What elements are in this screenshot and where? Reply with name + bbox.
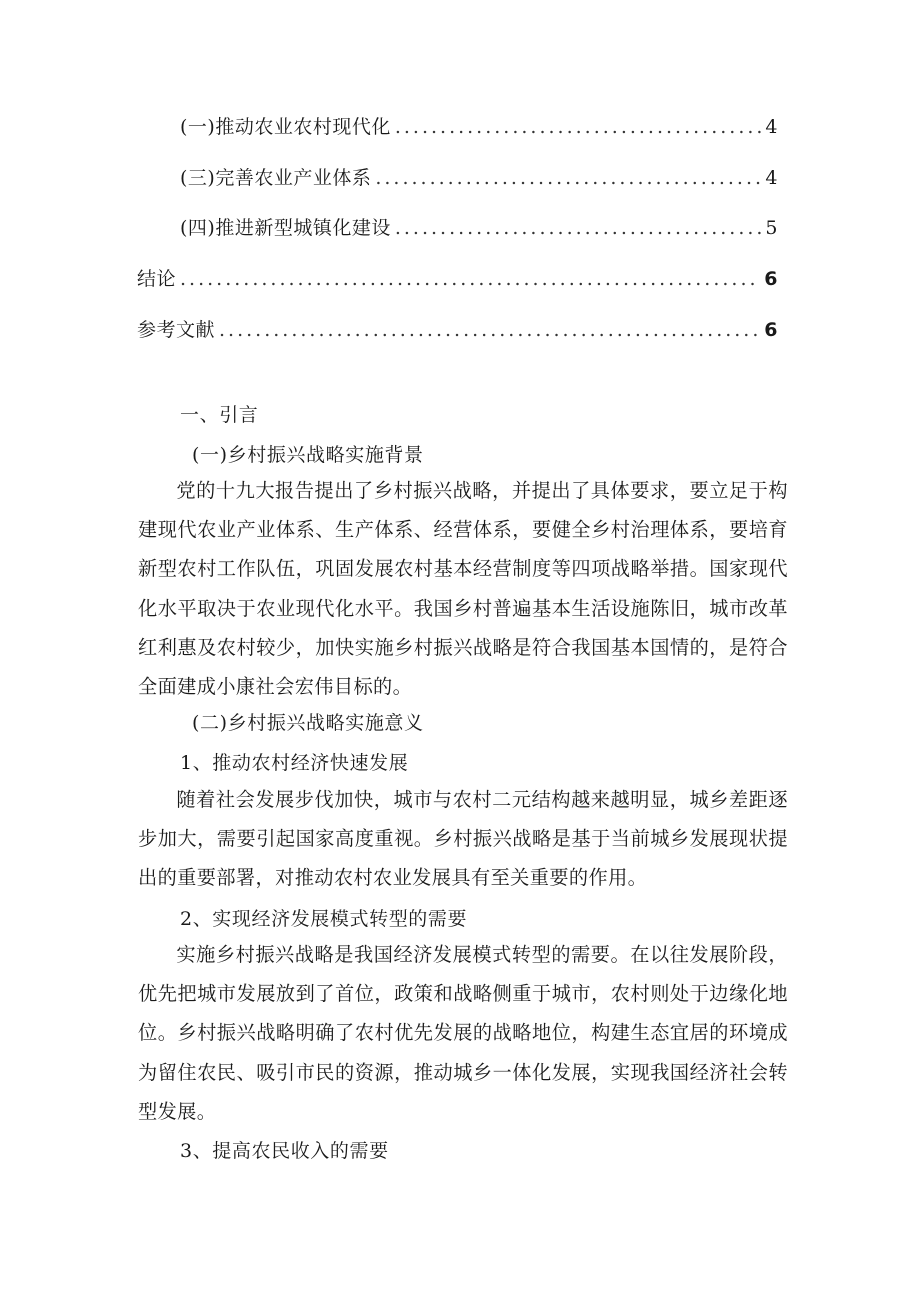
paragraph-text: 党的十九大报告提出了乡村振兴战略，并提出了具体要求，要立足于构建现代农业产业体系、生产体系、经营体系，要健全乡村治理体系，要培育新型农村工作队伍，巩固发展农村基本经营制度等四项战略举措。国家现代化水平取决于农业现代化水平。我国乡村普遍基本生活设施陈旧，城市改革红利惠及农村较少，加快实施乡村振兴战略是符合我国基本国情的，是符合全面建成小康社会宏伟目标的。 xyxy=(138,479,788,699)
body-paragraph xyxy=(138,935,788,1131)
toc-page-number: 4 xyxy=(765,167,778,189)
body-paragraph xyxy=(138,471,788,706)
item-heading: 1、推动农村经济快速发展 xyxy=(180,752,409,774)
toc-page-number: 6 xyxy=(764,268,778,290)
toc-leader-dots xyxy=(219,319,760,341)
body-paragraph xyxy=(138,780,788,898)
toc-leader-dots xyxy=(395,217,762,239)
item-heading: 2、实现经济发展模式转型的需要 xyxy=(180,908,468,930)
toc-entry-title: (一)推动农业农村现代化 xyxy=(180,116,391,138)
toc-entry[interactable] xyxy=(180,112,778,139)
toc-entry[interactable] xyxy=(137,315,778,342)
toc-page-number: 5 xyxy=(765,217,778,239)
toc-entry-title: (四)推进新型城镇化建设 xyxy=(180,217,391,239)
paragraph-text: 随着社会发展步伐加快，城市与农村二元结构越来越明显，城乡差距逐步加大，需要引起国家高度重视。乡村振兴战略是基于当前城乡发展现状提出的重要部署，对推动农村农业发展具有至关重要的作用。 xyxy=(138,788,788,890)
paragraph-text: 实施乡村振兴战略是我国经济发展模式转型的需要。在以往发展阶段，优先把城市发展放到了首位，政策和战略侧重于城市，农村则处于边缘化地位。乡村振兴战略明确了农村优先发展的战略地位，构建生态宜居的环境成为留住农民、吸引市民的资源，推动城乡一体化发展，实现我国经济社会转型发展。 xyxy=(138,943,788,1123)
toc-entry-title: 参考文献 xyxy=(137,319,216,341)
toc-leader-dots xyxy=(395,116,762,138)
toc-page-number: 4 xyxy=(765,116,778,138)
toc-entry-title: 结论 xyxy=(137,268,177,290)
item-heading: 3、提高农民收入的需要 xyxy=(180,1140,389,1162)
section-heading: 一、引言 xyxy=(180,404,259,426)
toc-leader-dots xyxy=(375,167,761,189)
toc-entry-title: (三)完善农业产业体系 xyxy=(180,167,372,189)
toc-leader-dots xyxy=(180,268,760,290)
subsection-heading: (一)乡村振兴战略实施背景 xyxy=(192,444,424,466)
toc-page-number: 6 xyxy=(764,319,778,341)
toc-entry[interactable] xyxy=(137,264,778,291)
toc-entry[interactable] xyxy=(180,163,778,190)
subsection-heading: (二)乡村振兴战略实施意义 xyxy=(192,712,424,734)
toc-entry[interactable] xyxy=(180,213,778,240)
